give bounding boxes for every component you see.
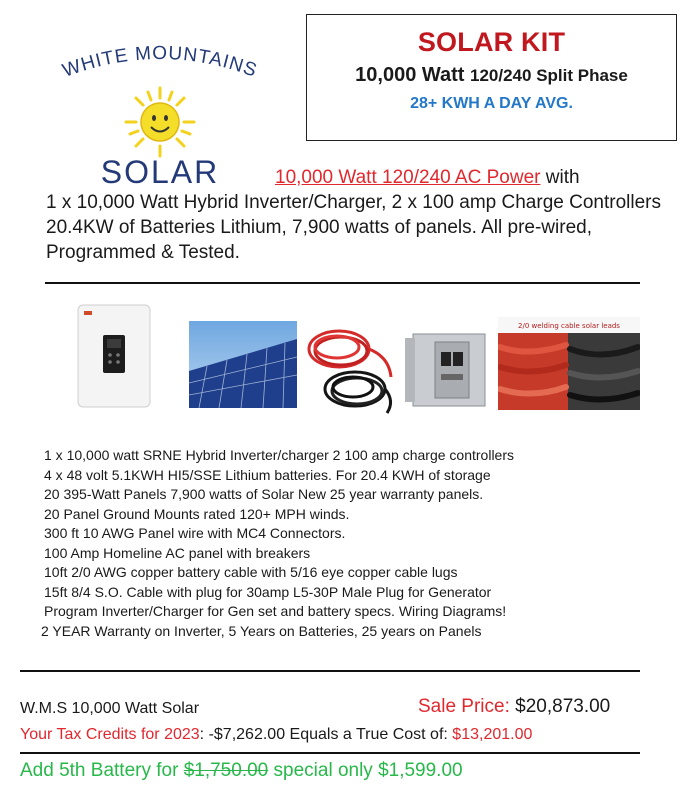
list-item: 300 ft 10 AWG Panel wire with MC4 Connectors. xyxy=(44,525,346,541)
welding-cable-label: 2/0 welding cable solar leads xyxy=(518,322,620,330)
title-box xyxy=(306,14,677,141)
intro-lead xyxy=(275,165,666,190)
power-rating xyxy=(307,64,676,87)
sale-price: $20,873.00 xyxy=(515,696,611,717)
tax-credit-row xyxy=(20,726,640,744)
divider-price xyxy=(20,752,640,754)
kit-spec-list xyxy=(41,446,664,641)
list-item: Program Inverter/Charger for Gen set and battery specs. Wiring Diagrams! xyxy=(44,603,507,619)
kit-heading: SOLAR KIT xyxy=(417,27,566,57)
sale-label: Sale Price: xyxy=(418,696,510,717)
addon-old-price: $1,750.00 xyxy=(183,760,269,781)
list-item: 2 YEAR Warranty on Inverter, 5 Years on Batteries, 25 years on Panels xyxy=(41,622,482,639)
intro-highlight-suffix: with xyxy=(545,167,580,188)
list-item: 100 Amp Homeline AC panel with breakers xyxy=(44,544,311,561)
smiling-sun-icon xyxy=(126,88,194,156)
ac-panel-image xyxy=(403,330,493,408)
list-item: 20 Panel Ground Mounts rated 120+ MPH winds. xyxy=(44,505,350,522)
solar-panels-image xyxy=(189,321,297,408)
daily-output: 28+ KWH A DAY AVG. xyxy=(410,95,573,112)
product-name: W.M.S 10,000 Watt Solar xyxy=(20,700,200,717)
list-item: 4 x 48 volt 5.1KWH HI5/SSE Lithium batteries. For 20.4 KWH of storage xyxy=(44,466,491,483)
addon-suffix: special only $1,599.00 xyxy=(273,760,463,781)
intro-highlight: 10,000 Watt 120/240 AC Power xyxy=(275,167,541,188)
addon-row xyxy=(20,760,640,782)
tax-amount: -$7,262.00 Equals a True Cost of: xyxy=(208,726,448,743)
divider-bottom xyxy=(20,670,640,672)
cables-image xyxy=(299,317,401,417)
welding-cable-image xyxy=(498,317,640,410)
inverter-image xyxy=(74,303,156,411)
list-item: 20 395-Watt Panels 7,900 watts of Solar New 25 year warranty panels. xyxy=(44,486,484,502)
tax-colon: : xyxy=(199,726,205,743)
list-item: 10ft 2/0 AWG copper battery cable with 5/16 eye copper cable lugs xyxy=(44,564,458,580)
logo-top-text: WHITE MOUNTAINS xyxy=(59,42,261,82)
addon-prefix: Add 5th Battery for xyxy=(20,760,179,781)
intro-body: 1 x 10,000 Watt Hybrid Inverter/Charger, 2 x 100 amp Charge Controllers 20.4KW of Batteries Lithium, 7,900 watts of panels. All pre-wired, Programmed & Tested. xyxy=(46,192,661,263)
tax-label: Your Tax Credits for 2023 xyxy=(20,726,200,743)
power-phase: 120/240 Split Phase xyxy=(470,66,628,85)
power-main: 10,000 Watt xyxy=(355,64,465,86)
intro-paragraph xyxy=(46,165,666,265)
true-cost: $13,201.00 xyxy=(452,726,533,743)
price-row xyxy=(20,696,640,718)
sale-price-group xyxy=(418,696,610,718)
divider-top xyxy=(45,282,640,284)
list-item: 15ft 8/4 S.O. Cable with plug for 30amp L5-30P Male Plug for Generator xyxy=(44,583,492,600)
logo-bottom-text: SOLAR xyxy=(100,154,220,190)
list-item: 1 x 10,000 watt SRNE Hybrid Inverter/charger 2 100 amp charge controllers xyxy=(44,447,515,463)
